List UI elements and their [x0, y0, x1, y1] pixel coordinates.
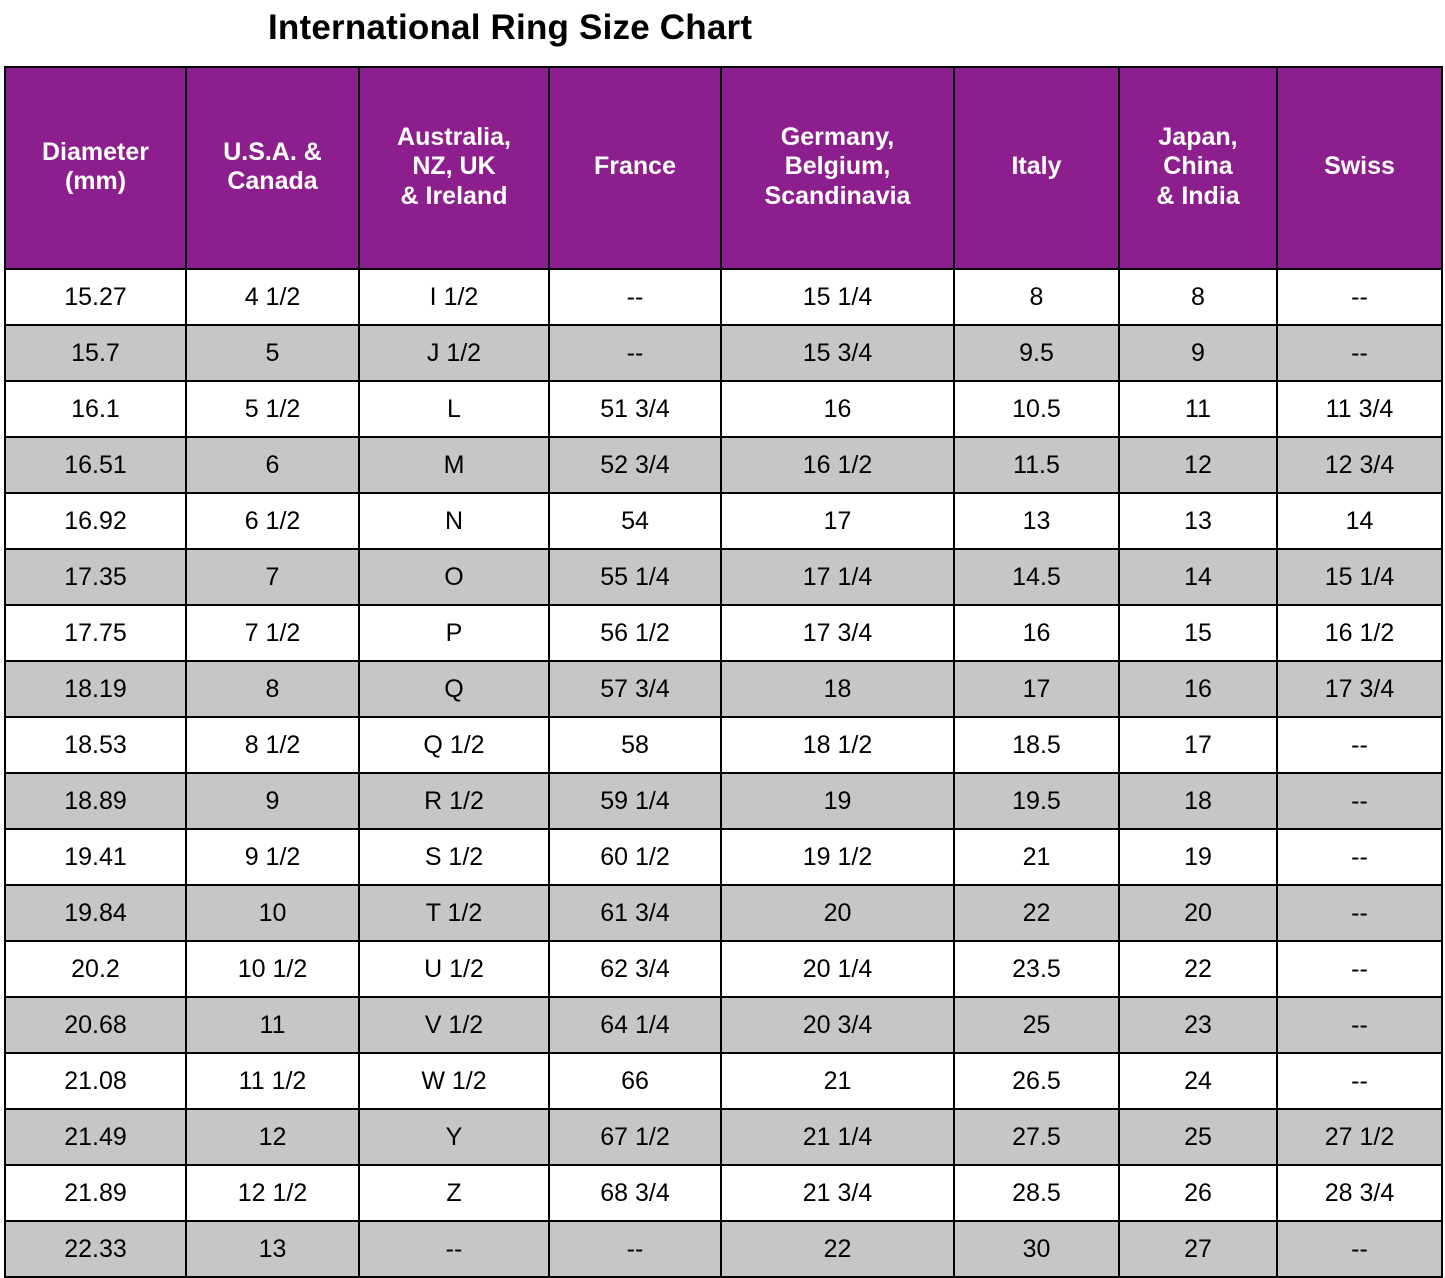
- table-cell: 15 3/4: [721, 325, 954, 381]
- table-cell: 68 3/4: [549, 1165, 721, 1221]
- table-cell: 16: [954, 605, 1119, 661]
- table-cell: 20.68: [5, 997, 186, 1053]
- table-cell: Z: [359, 1165, 549, 1221]
- table-body: [5, 269, 1442, 1277]
- table-cell: 16: [721, 381, 954, 437]
- table-cell: 8: [186, 661, 359, 717]
- table-cell: 20 3/4: [721, 997, 954, 1053]
- table-cell: L: [359, 381, 549, 437]
- column-header-line: NZ, UK: [412, 152, 496, 181]
- table-row: [5, 325, 1442, 381]
- table-cell: --: [549, 1221, 721, 1277]
- table-cell: 22.33: [5, 1221, 186, 1277]
- table-cell: 8: [1119, 269, 1277, 325]
- table-cell: 7: [186, 549, 359, 605]
- table-row: [5, 1165, 1442, 1221]
- table-cell: 18: [721, 661, 954, 717]
- table-cell: S 1/2: [359, 829, 549, 885]
- column-header: [359, 67, 549, 269]
- table-cell: --: [549, 269, 721, 325]
- table-cell: 64 1/4: [549, 997, 721, 1053]
- table-cell: 13: [954, 493, 1119, 549]
- table-cell: 56 1/2: [549, 605, 721, 661]
- table-cell: --: [1277, 829, 1442, 885]
- table-cell: 15 1/4: [721, 269, 954, 325]
- table-cell: 62 3/4: [549, 941, 721, 997]
- table-cell: 11.5: [954, 437, 1119, 493]
- table-cell: 19 1/2: [721, 829, 954, 885]
- table-cell: --: [1277, 773, 1442, 829]
- table-cell: 9.5: [954, 325, 1119, 381]
- table-cell: 21 3/4: [721, 1165, 954, 1221]
- table-cell: 18.53: [5, 717, 186, 773]
- table-cell: 22: [721, 1221, 954, 1277]
- table-cell: 16 1/2: [1277, 605, 1442, 661]
- table-cell: 14.5: [954, 549, 1119, 605]
- table-cell: 52 3/4: [549, 437, 721, 493]
- table-cell: O: [359, 549, 549, 605]
- table-cell: 21.49: [5, 1109, 186, 1165]
- column-header-line: (mm): [64, 167, 127, 195]
- table-cell: P: [359, 605, 549, 661]
- table-cell: 20.2: [5, 941, 186, 997]
- table-cell: Q: [359, 661, 549, 717]
- table-cell: 13: [1119, 493, 1277, 549]
- table-cell: 18 1/2: [721, 717, 954, 773]
- table-cell: N: [359, 493, 549, 549]
- table-cell: --: [549, 325, 721, 381]
- table-cell: 67 1/2: [549, 1109, 721, 1165]
- table-cell: 19.41: [5, 829, 186, 885]
- column-header-line: Australia,: [397, 123, 511, 152]
- table-cell: 24: [1119, 1053, 1277, 1109]
- table-cell: 4 1/2: [186, 269, 359, 325]
- table-cell: --: [1277, 941, 1442, 997]
- column-header-line: Germany,: [780, 123, 895, 152]
- table-row: [5, 661, 1442, 717]
- table-cell: 18.89: [5, 773, 186, 829]
- table-cell: 51 3/4: [549, 381, 721, 437]
- table-cell: 22: [954, 885, 1119, 941]
- table-row: [5, 1109, 1442, 1165]
- column-header-line: China: [1163, 152, 1233, 181]
- table-cell: --: [359, 1221, 549, 1277]
- column-header: [186, 67, 359, 269]
- table-cell: 10 1/2: [186, 941, 359, 997]
- column-header: [721, 67, 954, 269]
- table-cell: 27: [1119, 1221, 1277, 1277]
- table-cell: 15.7: [5, 325, 186, 381]
- table-cell: 17: [721, 493, 954, 549]
- column-header: [5, 67, 186, 269]
- table-cell: 17 3/4: [721, 605, 954, 661]
- table-header-row: [5, 67, 1442, 269]
- table-cell: 17 3/4: [1277, 661, 1442, 717]
- table-cell: 22: [1119, 941, 1277, 997]
- table-cell: 11: [186, 997, 359, 1053]
- table-cell: 20: [1119, 885, 1277, 941]
- table-cell: 9: [1119, 325, 1277, 381]
- table-cell: 55 1/4: [549, 549, 721, 605]
- table-cell: 16.92: [5, 493, 186, 549]
- table-cell: V 1/2: [359, 997, 549, 1053]
- page-title: International Ring Size Chart: [268, 8, 753, 47]
- column-header-line: Diameter: [42, 137, 149, 166]
- table-row: [5, 885, 1442, 941]
- table-cell: 6 1/2: [186, 493, 359, 549]
- table-cell: 15 1/4: [1277, 549, 1442, 605]
- column-header-line: France: [594, 152, 676, 181]
- table-cell: 18.5: [954, 717, 1119, 773]
- table-cell: --: [1277, 885, 1442, 941]
- table-cell: --: [1277, 717, 1442, 773]
- table-row: [5, 941, 1442, 997]
- table-cell: 26.5: [954, 1053, 1119, 1109]
- table-cell: J 1/2: [359, 325, 549, 381]
- table-cell: --: [1277, 1221, 1442, 1277]
- table-cell: 18.19: [5, 661, 186, 717]
- table-cell: 28 3/4: [1277, 1165, 1442, 1221]
- table-cell: 7 1/2: [186, 605, 359, 661]
- column-header-line: U.S.A. &: [223, 137, 322, 166]
- table-cell: 27 1/2: [1277, 1109, 1442, 1165]
- table-cell: 11: [1119, 381, 1277, 437]
- table-cell: 25: [1119, 1109, 1277, 1165]
- table-row: [5, 493, 1442, 549]
- table-cell: 12 3/4: [1277, 437, 1442, 493]
- table-cell: 13: [186, 1221, 359, 1277]
- table-cell: 57 3/4: [549, 661, 721, 717]
- table-cell: 12: [1119, 437, 1277, 493]
- table-cell: R 1/2: [359, 773, 549, 829]
- table-row: [5, 381, 1442, 437]
- table-cell: 60 1/2: [549, 829, 721, 885]
- table-cell: 16.51: [5, 437, 186, 493]
- table-cell: 19: [721, 773, 954, 829]
- table-cell: 61 3/4: [549, 885, 721, 941]
- table-cell: 58: [549, 717, 721, 773]
- table-cell: 21.08: [5, 1053, 186, 1109]
- table-cell: M: [359, 437, 549, 493]
- table-cell: 23.5: [954, 941, 1119, 997]
- table-cell: W 1/2: [359, 1053, 549, 1109]
- table-cell: 12 1/2: [186, 1165, 359, 1221]
- table-cell: 21 1/4: [721, 1109, 954, 1165]
- table-cell: 5: [186, 325, 359, 381]
- table-row: [5, 1053, 1442, 1109]
- column-header-line: Italy: [1011, 152, 1062, 181]
- table-cell: I 1/2: [359, 269, 549, 325]
- table-cell: 25: [954, 997, 1119, 1053]
- table-cell: U 1/2: [359, 941, 549, 997]
- table-cell: 21: [954, 829, 1119, 885]
- table-cell: 16.1: [5, 381, 186, 437]
- table-cell: 6: [186, 437, 359, 493]
- table-row: [5, 829, 1442, 885]
- table-header: [5, 67, 1442, 269]
- table-cell: 28.5: [954, 1165, 1119, 1221]
- table-cell: --: [1277, 1053, 1442, 1109]
- table-cell: 9: [186, 773, 359, 829]
- column-header: [954, 67, 1119, 269]
- table-cell: 14: [1119, 549, 1277, 605]
- table-cell: 11 1/2: [186, 1053, 359, 1109]
- table-row: [5, 773, 1442, 829]
- table-cell: 21.89: [5, 1165, 186, 1221]
- column-header: [1277, 67, 1442, 269]
- table-cell: 19.84: [5, 885, 186, 941]
- table-row: [5, 549, 1442, 605]
- table-row: [5, 997, 1442, 1053]
- table-cell: 19.5: [954, 773, 1119, 829]
- table-cell: 10.5: [954, 381, 1119, 437]
- column-header-line: & Ireland: [400, 181, 508, 210]
- table-cell: 30: [954, 1221, 1119, 1277]
- table-cell: --: [1277, 269, 1442, 325]
- table-cell: 16: [1119, 661, 1277, 717]
- ring-size-table: [4, 66, 1443, 1278]
- table-cell: 23: [1119, 997, 1277, 1053]
- table-row: [5, 269, 1442, 325]
- table-cell: 20 1/4: [721, 941, 954, 997]
- table-row: [5, 1221, 1442, 1277]
- table-cell: Y: [359, 1109, 549, 1165]
- column-header-line: Belgium,: [784, 152, 891, 181]
- table-cell: 17 1/4: [721, 549, 954, 605]
- column-header-line: & India: [1156, 181, 1240, 210]
- column-header-line: Swiss: [1324, 152, 1395, 181]
- column-header-line: Japan,: [1158, 123, 1238, 152]
- table-cell: T 1/2: [359, 885, 549, 941]
- table-cell: 18: [1119, 773, 1277, 829]
- table-cell: 66: [549, 1053, 721, 1109]
- table-row: [5, 605, 1442, 661]
- table-cell: 17.75: [5, 605, 186, 661]
- table-cell: 14: [1277, 493, 1442, 549]
- table-cell: --: [1277, 325, 1442, 381]
- table-cell: 15.27: [5, 269, 186, 325]
- table-row: [5, 717, 1442, 773]
- table-cell: 16 1/2: [721, 437, 954, 493]
- column-header-line: Scandinavia: [764, 181, 911, 210]
- table-cell: 26: [1119, 1165, 1277, 1221]
- table-cell: 27.5: [954, 1109, 1119, 1165]
- table-cell: 11 3/4: [1277, 381, 1442, 437]
- table-cell: 8: [954, 269, 1119, 325]
- table-cell: --: [1277, 997, 1442, 1053]
- table-cell: 8 1/2: [186, 717, 359, 773]
- table-cell: 10: [186, 885, 359, 941]
- table-cell: 21: [721, 1053, 954, 1109]
- table-cell: 17.35: [5, 549, 186, 605]
- table-cell: 15: [1119, 605, 1277, 661]
- table-cell: 17: [1119, 717, 1277, 773]
- table-cell: 20: [721, 885, 954, 941]
- column-header: [1119, 67, 1277, 269]
- table-cell: 19: [1119, 829, 1277, 885]
- table-cell: Q 1/2: [359, 717, 549, 773]
- table-cell: 12: [186, 1109, 359, 1165]
- table-cell: 54: [549, 493, 721, 549]
- table-cell: 59 1/4: [549, 773, 721, 829]
- table-cell: 17: [954, 661, 1119, 717]
- table-cell: 5 1/2: [186, 381, 359, 437]
- column-header: [549, 67, 721, 269]
- table-row: [5, 437, 1442, 493]
- column-header-line: Canada: [227, 167, 318, 195]
- table-cell: 9 1/2: [186, 829, 359, 885]
